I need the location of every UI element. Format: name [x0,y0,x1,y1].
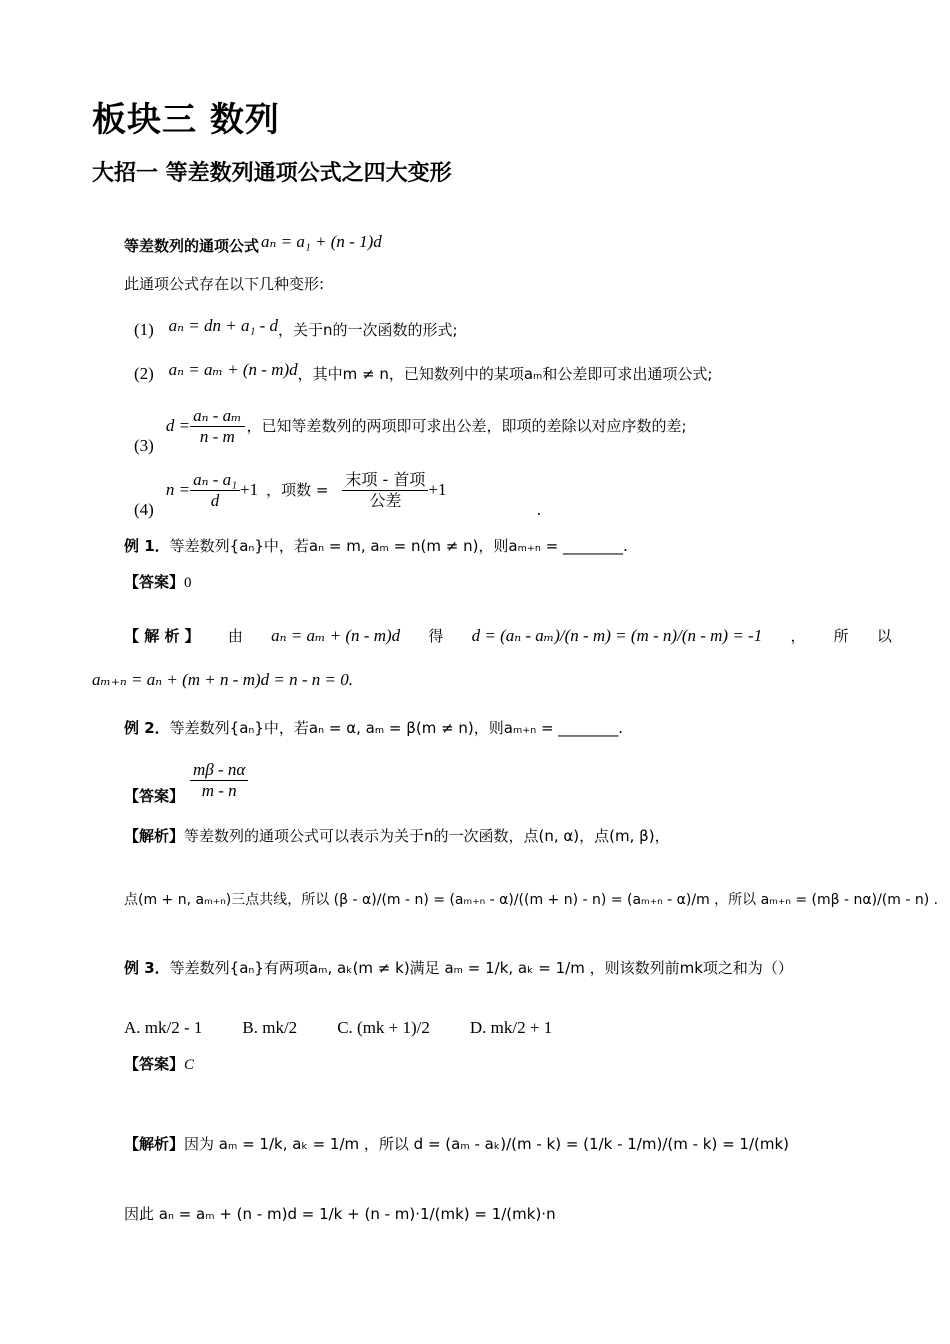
variant-4: (4) n = $\frac{\text{aₙ - a₁}}{d}$ +1 ，项数 = $\frac{\text{末项 - 首项}}{\text{公差}}$ +1 . [134,469,542,519]
example-3-answer: 【答案】C [124,1055,195,1073]
option-a[interactable]: A. mk/2 - 1 [124,1018,203,1037]
intro-formula: aₙ = a₁ + (n - 1)d [261,232,382,251]
variant-4-cn-fraction: $\frac{\text{末项 - 首项}}{\text{公差}}$ [342,470,428,511]
option-b[interactable]: B. mk/2 [242,1018,298,1037]
intro-heading-line [124,232,382,256]
variant-2: (2) aₙ = aₘ + (n - m)d，其中m ≠ n，已知数列中的某项aₘ和公差即可求出通项公式; [134,360,713,383]
variant-1-text: ，关于n的一次函数的形式; [278,321,458,339]
example-2-answer: 【答案】 $\frac{m\beta - n\alpha}{m - n}$ [124,754,248,806]
intro-heading: 等差数列的通项公式 [124,237,260,255]
variant-1-formula: aₙ = dn + a₁ - d [168,316,279,335]
variant-4-text: ，项数 = [266,481,329,499]
variant-3-text: ，已知等差数列的两项即可求出公差，即项的差除以对应序数的差; [246,417,687,435]
option-c[interactable]: C. (mk + 1)/2 [337,1018,430,1037]
example-2-analysis-line2: 点(m + n, aₘ₊ₙ)三点共线，所以 (β - α)/(m - n) = (aₘ₊ₙ - α)/((m + n) - n) = (aₘ₊ₙ - α)/m ，所以 aₘ₊ₙ = (mβ - nα)/(m - n) . [124,892,939,908]
section-title: 大招一 等差数列通项公式之四大变形 [92,161,452,186]
variant-4-fraction: $\frac{\text{aₙ - a₁}}{d}$ [190,470,240,511]
example-3-question: 例 3．等差数列{aₙ}有两项aₘ, aₖ(m ≠ k)满足 aₘ = 1/k, aₖ = 1/m ，则该数列前mk项之和为（） [124,959,793,977]
example-2-question: 例 2．等差数列{aₙ}中，若aₙ = α, aₘ = β(m ≠ n)，则aₘ₊ₙ = ________. [124,719,624,737]
intro-lead: 此通项公式存在以下几种变形: [124,275,325,293]
option-d[interactable]: D. mk/2 + 1 [469,1018,553,1037]
example-1-question: 例 1．等差数列{aₙ}中，若aₙ = m, aₘ = n(m ≠ n)，则aₘ₊ₙ = ________. [124,537,628,555]
example-3-analysis-line2: 因此 aₙ = aₘ + (n - m)d = 1/k + (n - m)·1/(mk) = 1/(mk)·n [124,1205,556,1223]
variant-2-text: ，其中m ≠ n，已知数列中的某项aₘ和公差即可求出通项公式; [297,365,713,383]
example-2-analysis-line1: 【解析】等差数列的通项公式可以表示为关于n的一次函数，点(n, α)，点(m, β)， [124,827,670,845]
example-2-answer-fraction: $\frac{m\beta - n\alpha}{m - n}$ [190,760,248,801]
variant-1: (1) aₙ = dn + a₁ - d，关于n的一次函数的形式; [134,316,458,339]
example-3-analysis-line1: 【解析】因为 aₘ = 1/k, aₖ = 1/m ，所以 d = (aₘ - aₖ)/(m - k) = (1/k - 1/m)/(m - k) = 1/(mk) [124,1135,790,1153]
example-1-analysis-line2: aₘ₊ₙ = aₙ + (m + n - m)d = n - n = 0. [92,670,353,689]
variant-3-fraction: $\frac{\text{aₙ - aₘ}}{n - m}$ [190,406,244,447]
example-1-analysis-line1: 【 解 析 】 由 aₙ = aₘ + (n - m)d 得 d = (aₙ - aₘ)/(n - m) = (m - n)/(n - m) = -1 ， 所 以 [124,626,892,645]
example-1-answer: 【答案】0 [124,573,192,591]
variant-2-formula: aₙ = aₘ + (n - m)d [168,360,298,379]
example-3-options [124,1018,552,1038]
variant-3: (3) d = $\frac{\text{aₙ - aₘ}}{n - m}$ ，已知等差数列的两项即可求出公差，即项的差除以对应序数的差; [134,405,687,455]
page-title: 板块三 数列 [92,100,280,140]
